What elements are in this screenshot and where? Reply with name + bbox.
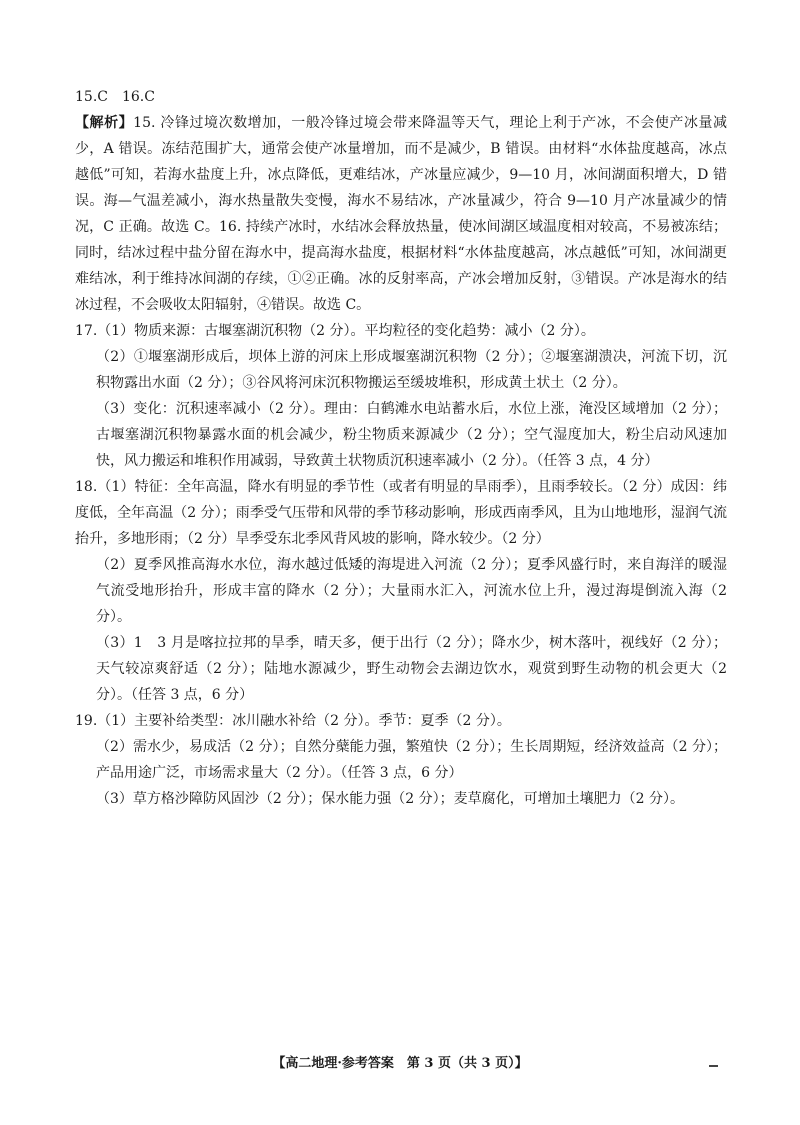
q18-part3: （3）1 3 月是喀拉拉邦的旱季，晴天多，便于出行（2 分）；降水少，树木落叶，视线好（2 分）；天气较凉爽舒适（2 分）；陆地水源减少，野生动物会去湖边饮水，观赏到野生动物的机会更大（2 分）。（任答 3 点，6 分） (96, 635, 727, 703)
analysis-label: 【解析】 (75, 115, 134, 131)
q17-part3: （3）变化：沉积速率减小（2 分）。理由：白鹤滩水电站蓄水后，水位上涨，淹没区域增加（2 分）；古堰塞湖沉积物暴露水面的机会减少，粉尘物质来源减少（2 分）；空气湿度加大，粉尘启动风速加快，风力搬运和堆积作用减弱，导致黄土状物质沉积速率减小（2 分）。（任答 3 点，4 分） (96, 401, 727, 469)
q17-part2: （2）①堰塞湖形成后，坝体上游的河床上形成堰塞湖沉积物（2 分）；②堰塞湖溃决，河流下切，沉积物露出水面（2 分）；③谷风将河床沉积物搬运至缓坡堆积，形成黄土状土（2 分）。 (96, 349, 727, 391)
analysis-text: 15. 冷锋过境次数增加，一般冷锋过境会带来降温等天气，理论上利于产冰，不会使产冰量减少，A 错误。冻结范围扩大，通常会使产冰量增加，而不是减少，B 错误。由材料“水体盐度越高，冰点越低”可知，若海水盐度上升，冰点降低，更难结冰，产冰量应减少，9—10 月，冰间湖面积增大，D 错误。海—气温差减小，海水热量散失变慢，海水不易结冰，产冰量减少，符合 9—10 月产冰量减少的情况，C 正确。故选 C。16. 持续产冰时，水结冰会释放热量，使冰间湖区域温度相对较高，不易被冻结；同时，结冰过程中盐分留在海水中，提高海水盐度，根据材料“水体盐度越高，冰点越低”可知，冰间湖更难结冰，利于维持冰间湖的存续，①②正确。冰的反射率高，产冰会增加反射，③错误。产冰是海水的结冰过程，不会吸收太阳辐射，④错误。故选 C。 (75, 115, 727, 313)
q19-part3: （3）草方格沙障防风固沙（2 分）；保水能力强（2 分）；麦草腐化，可增加土壤肥力（2 分）。 (96, 791, 684, 807)
q18-part2: （2）夏季风推高海水水位，海水越过低矮的海堤进入河流（2 分）；夏季风盛行时，来自海洋的暖湿气流受地形抬升，形成丰富的降水（2 分）；大量雨水汇入，河流水位上升，漫过海堤倒流入海（2 分）。 (96, 557, 727, 625)
q18-part1: 18.（1）特征：全年高温，降水有明显的季节性（或者有明显的旱雨季），且雨季较长。（2 分）成因：纬度低，全年高温（2 分）；雨季受气压带和风带的季节移动影响，形成西南季风，且为山地地形，湿润气流抬升，多地形雨；（2 分）旱季受东北季风背风坡的影响，降水较少。（2 分） (75, 479, 727, 547)
q17-part1: 17.（1）物质来源：古堰塞湖沉积物（2 分）。平均粒径的变化趋势：减小（2 分）。 (75, 323, 595, 339)
analysis-paragraph (75, 110, 727, 318)
q19-part1: 19.（1）主要补给类型：冰川融水补给（2 分）。季节：夏季（2 分）。 (75, 713, 511, 729)
answer-content (75, 84, 727, 812)
q19-part2: （2）需水少，易成活（2 分）；自然分蘖能力强，繁殖快（2 分）；生长周期短，经济效益高（2 分）；产品用途广泛，市场需求量大（2 分）。（任答 3 点，6 分） (96, 739, 727, 781)
page-footer: 【高二地理·参考答案 第 3 页（共 3 页）】 (272, 1056, 528, 1071)
corner-mark (709, 1065, 718, 1067)
answers-15-16: 15.C 16.C (75, 89, 155, 105)
